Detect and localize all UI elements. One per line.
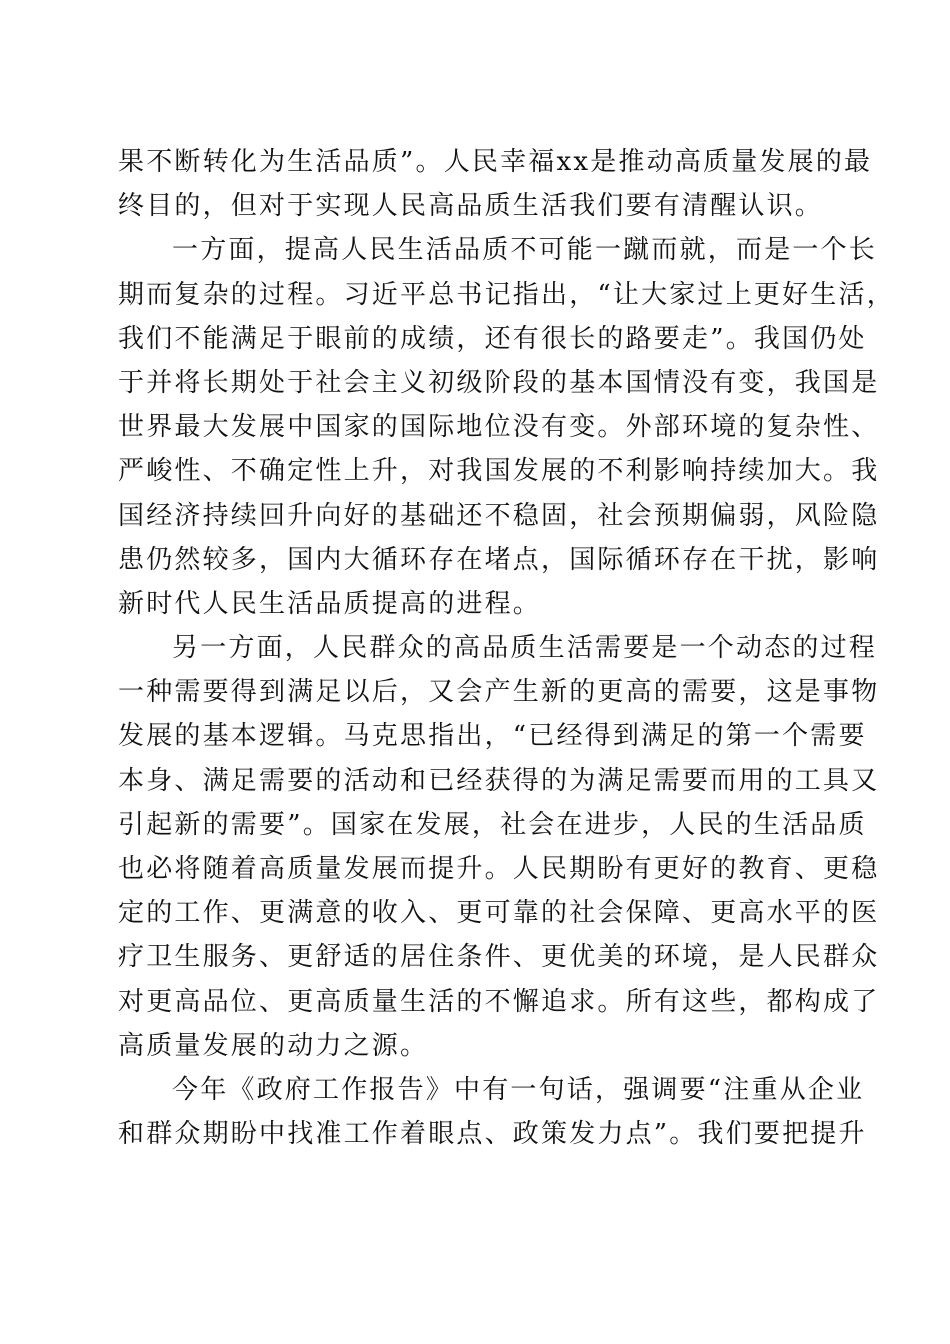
text-line: 患仍然较多，国内大循环存在堵点，国际循环存在干扰，影响 bbox=[118, 544, 880, 575]
paragraph-first-line: 一方面，提高人民生活品质不可能一蹴而就，而是一个长 bbox=[172, 235, 878, 266]
text-line: 和群众期盼中找准工作着眼点、政策发力点”。我们要把提升 bbox=[118, 1119, 867, 1150]
text-line: 果不断转化为生活品质”。人民幸福xx是推动高质量发展的最 bbox=[118, 147, 873, 177]
text-line: 世界最大发展中国家的国际地位没有变。外部环境的复杂性、 bbox=[118, 412, 880, 443]
text-line: 严峻性、不确定性上升，对我国发展的不利影响持续加大。我 bbox=[118, 456, 880, 487]
text-line: 终目的，但对于实现人民高品质生活我们要有清醒认识。 bbox=[118, 191, 824, 222]
text-line: 定的工作、更满意的收入、更可靠的社会保障、更高水平的医 bbox=[118, 898, 880, 929]
text-line: 本身、满足需要的活动和已经获得的为满足需要而用的工具又 bbox=[118, 765, 880, 796]
text-line: 新时代人民生活品质提高的进程。 bbox=[118, 588, 542, 619]
text-line: 也必将随着高质量发展而提升。人民期盼有更好的教育、更稳 bbox=[118, 854, 880, 884]
text-line: 对更高品位、更高质量生活的不懈追求。所有这些，都构成了 bbox=[118, 986, 880, 1017]
paragraph-first-line: 另一方面，人民群众的高品质生活需要是一个动态的过程 bbox=[172, 633, 878, 664]
text-line: 疗卫生服务、更舒适的居住条件、更优美的环境，是人民群众 bbox=[118, 942, 880, 973]
body-text bbox=[118, 140, 895, 1156]
text-line: 我们不能满足于眼前的成绩，还有很长的路要走”。我国仍处 bbox=[118, 323, 867, 354]
text-line: 高质量发展的动力之源。 bbox=[118, 1030, 429, 1061]
text-line: 发展的基本逻辑。马克思指出，“已经得到满足的第一个需要 bbox=[118, 721, 867, 752]
text-line: 一种需要得到满足以后，又会产生新的更高的需要，这是事物 bbox=[118, 677, 880, 708]
text-line: 期而复杂的过程。习近平总书记指出，“让大家过上更好生活， bbox=[118, 279, 895, 310]
paragraph-first-line: 今年《政府工作报告》中有一句话，强调要“注重从企业 bbox=[172, 1074, 865, 1105]
text-line: 引起新的需要”。国家在发展，社会在进步，人民的生活品质 bbox=[118, 809, 867, 840]
text-line: 于并将长期处于社会主义初级阶段的基本国情没有变，我国是 bbox=[118, 367, 880, 398]
text-line: 国经济持续回升向好的基础还不稳固，社会预期偏弱，风险隐 bbox=[118, 500, 880, 531]
